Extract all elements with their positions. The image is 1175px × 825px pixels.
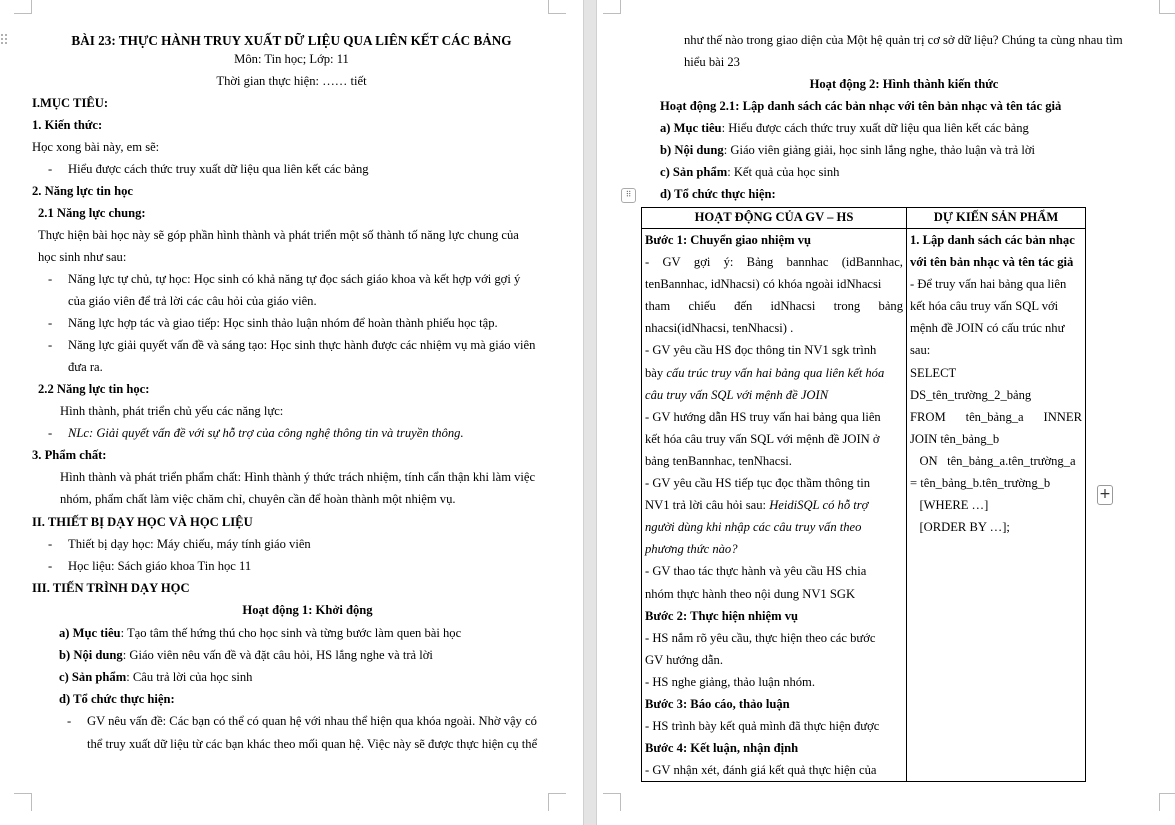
activity1-organize: d) Tổ chức thực hiện: [59, 692, 175, 706]
section-heading-objectives: I.MỤC TIÊU: [32, 96, 109, 110]
table-header-expected-product: DỰ KIẾN SẢN PHẨM [907, 208, 1086, 229]
sql-line: DS_tên_trường_2_bảng [910, 387, 1032, 402]
list-item-cont: đưa ra. [68, 360, 103, 374]
table-header-activities: HOẠT ĐỘNG CỦA GV – HS [642, 208, 907, 229]
product-desc: mệnh đề JOIN có cấu trúc như [910, 321, 1065, 336]
heading-qualities: 3. Phẩm chất: [32, 448, 107, 462]
step1-line: câu truy vấn SQL với mệnh đề JOIN [645, 387, 829, 402]
add-table-row-button[interactable]: + [1097, 485, 1113, 505]
step1-line: người dùng khi nhập các câu truy vấn theo [645, 520, 862, 535]
activity1-continued-end: hiểu bài 23 [684, 55, 740, 69]
list-item: - Học liệu: Sách giáo khoa Tin học 11 [48, 559, 252, 573]
activity1-content: b) Nội dung: Giáo viên nêu vấn đề và đặt câu hỏi, HS lắng nghe và trả lời [59, 648, 433, 662]
list-item: - Hiểu được cách thức truy xuất dữ liệu qua liên kết các bảng [48, 162, 369, 176]
crop-mark-bottom-left [603, 793, 621, 811]
step2-line: - HS nghe giảng, thảo luận nhóm. [645, 674, 815, 689]
general-competency-intro-cont: học sinh như sau: [38, 250, 127, 264]
activity1-goal: a) Mục tiêu: Tạo tâm thế hứng thú cho học sinh và từng bước làm quen bài học [59, 626, 462, 640]
step1-line: - GV gợi ý: Bảng bannhac (idBannhac, [645, 255, 903, 270]
step1-line: nhóm thực hành theo nội dung NV1 SGK [645, 586, 856, 601]
step1-line: kết hóa câu truy vấn SQL với mệnh đề JOIN ở [645, 431, 880, 446]
step2-title: Bước 2: Thực hiện nhiệm vụ [645, 608, 799, 623]
crop-mark-top-right [548, 0, 566, 14]
sql-line: [WHERE …] [910, 498, 989, 513]
step1-line: NV1 trả lời câu hỏi sau: HeidiSQL có hỗ trợ [645, 498, 869, 513]
activity21-content: b) Nội dung: Giáo viên giảng giải, học sinh lắng nghe, thảo luận và trả lời [660, 143, 1035, 157]
activity1-continued: như thế nào trong giao diện của Một hệ quản trị cơ sở dữ liệu? Chúng ta cùng nhau tìm [684, 33, 1123, 47]
section-heading-process: III. TIẾN TRÌNH DẠY HỌC [32, 581, 190, 595]
section-heading-equipment: II. THIẾT BỊ DẠY HỌC VÀ HỌC LIỆU [32, 515, 253, 529]
heading-general-competency: 2.1 Năng lực chung: [38, 206, 146, 220]
step1-line: nhacsi(idNhacsi, tenNhacsi) . [645, 321, 794, 336]
step1-line: tham chiếu đến idNhacsi trong bảng [645, 299, 903, 314]
document-page-right [597, 0, 1175, 825]
heading-knowledge: 1. Kiến thức: [32, 118, 103, 132]
doc-subtitle: Môn: Tin học; Lớp: 11 [234, 52, 349, 66]
activity21-organize: d) Tổ chức thực hiện: [660, 187, 776, 201]
sql-line: ON tên_bảng_a.tên_trường_a [910, 453, 1076, 468]
activity2-heading: Hoạt động 2: Hình thành kiến thức [809, 77, 999, 91]
doc-title: BÀI 23: THỰC HÀNH TRUY XUẤT DỮ LIỆU QUA LIÊN KẾT CÁC BẢNG [71, 33, 512, 48]
step1-line: phương thức nào? [645, 542, 738, 557]
list-item: - GV nêu vấn đề: Các bạn có thể có quan hệ với nhau thể hiện qua khóa ngoài. Nhờ vậy có [67, 714, 537, 728]
step1-line: tenBannhac, idNhacsi) có khóa ngoài idNhacsi [645, 277, 882, 292]
product-desc: sau: [910, 343, 931, 358]
step1-line: - GV yêu cầu HS tiếp tục đọc thầm thông tin [645, 476, 871, 491]
knowledge-intro: Học xong bài này, em sẽ: [32, 140, 160, 154]
list-item: - Năng lực giải quyết vấn đề và sáng tạo: Học sinh thực hành được các nhiệm vụ mà giáo viên [48, 338, 536, 352]
heading-it-competency: 2.2 Năng lực tin học: [38, 382, 150, 396]
step4-line: - GV nhận xét, đánh giá kết quả thực hiện của [645, 763, 877, 778]
step2-line: GV hướng dẫn. [645, 652, 723, 667]
heading-competency: 2. Năng lực tin học [32, 184, 133, 198]
activity21-heading: Hoạt động 2.1: Lập danh sách các bản nhạc với tên bản nhạc và tên tác giả [660, 99, 1062, 113]
list-item: - Năng lực hợp tác và giao tiếp: Học sinh thảo luận nhóm để hoàn thành phiếu học tập. [48, 316, 498, 330]
activity21-goal: a) Mục tiêu: Hiểu được cách thức truy xuất dữ liệu qua liên kết các bảng [660, 121, 1029, 135]
step3-line: - HS trình bày kết quả mình đã thực hiện được [645, 719, 880, 734]
table-cell-activities[interactable] [642, 229, 907, 782]
sql-line: = tên_bảng_b.tên_trường_b [910, 476, 1051, 491]
crop-mark-bottom-right [1159, 793, 1175, 811]
step3-title: Bước 3: Báo cáo, thảo luận [645, 696, 790, 711]
crop-mark-top-right [1159, 0, 1175, 14]
general-competency-intro: Thực hiện bài học này sẽ góp phần hình thành và phát triển một số thành tố năng lực chung của [38, 228, 519, 242]
table-header-row [642, 208, 1086, 229]
list-item: - Thiết bị dạy học: Máy chiếu, máy tính giáo viên [48, 537, 311, 551]
step1-line: bảng tenBannhac, tenNhacsi. [645, 453, 792, 468]
lesson-plan-table [641, 207, 1086, 782]
step1-line: - GV hướng dẫn HS truy vấn hai bảng qua liên [645, 409, 881, 424]
step1-title: Bước 1: Chuyển giao nhiệm vụ [645, 233, 812, 247]
crop-mark-bottom-right [548, 793, 566, 811]
page-gutter [583, 0, 597, 825]
crop-mark-top-left [603, 0, 621, 14]
crop-mark-bottom-left [14, 793, 32, 811]
product-desc: - Để truy vấn hai bảng qua liên [910, 277, 1067, 292]
product-title: 1. Lập danh sách các bản nhạc [910, 233, 1075, 247]
activity21-product: c) Sản phẩm: Kết quả của học sinh [660, 165, 840, 179]
list-item: - NLc: Giải quyết vấn đề với sự hỗ trợ của công nghệ thông tin và truyền thông. [48, 426, 464, 440]
document-page-left [0, 0, 583, 825]
activity1-product: c) Sản phẩm: Câu trả lời của học sinh [59, 670, 253, 684]
activity1-heading: Hoạt động 1: Khởi động [242, 603, 373, 617]
step1-line: bày cấu trúc truy vấn hai bảng qua liên kết hóa [645, 365, 885, 380]
table-row [642, 229, 1086, 782]
product-title-cont: với tên bản nhạc và tên tác giả [910, 255, 1074, 270]
step1-line: - GV thao tác thực hành và yêu cầu HS chia [645, 564, 867, 579]
sql-line: JOIN tên_bảng_b [910, 431, 1000, 446]
table-move-handle-icon[interactable]: ⠿ [621, 188, 636, 203]
qualities-text-cont: nhóm, phẩm chất làm việc chăm chỉ, chuyên cần để hoàn thành một nhiệm vụ. [60, 492, 456, 506]
list-item-cont: thể truy xuất dữ liệu từ các bạn khác theo mối quan hệ. Việc này sẽ được thực hiện cụ thể [87, 737, 538, 751]
product-desc: kết hóa câu truy vấn SQL với [910, 299, 1059, 314]
list-item-cont: của giáo viên để trả lời các câu hỏi của giáo viên. [68, 294, 317, 308]
sql-line: FROM tên_bảng_a INNER [910, 409, 1082, 424]
step4-title: Bước 4: Kết luận, nhận định [645, 741, 799, 756]
sql-line: SELECT [910, 365, 957, 380]
crop-mark-top-left [14, 0, 32, 14]
it-competency-intro: Hình thành, phát triển chủ yếu các năng lực: [60, 404, 284, 418]
step1-line: - GV yêu cầu HS đọc thông tin NV1 sgk trình [645, 343, 877, 358]
qualities-text: Hình thành và phát triển phẩm chất: Hình thành ý thức trách nhiệm, tính cẩn thận khi làm việc [60, 470, 536, 484]
list-item: - Năng lực tự chủ, tự học: Học sinh có khả năng tự đọc sách giáo khoa và kết hợp với gợi ý [48, 272, 521, 286]
table-cell-expected-product[interactable] [907, 229, 1086, 782]
sql-line: [ORDER BY …]; [910, 520, 1010, 535]
doc-duration: Thời gian thực hiện: …… tiết [216, 74, 367, 88]
step2-line: - HS nắm rõ yêu cầu, thực hiện theo các bước [645, 630, 876, 645]
